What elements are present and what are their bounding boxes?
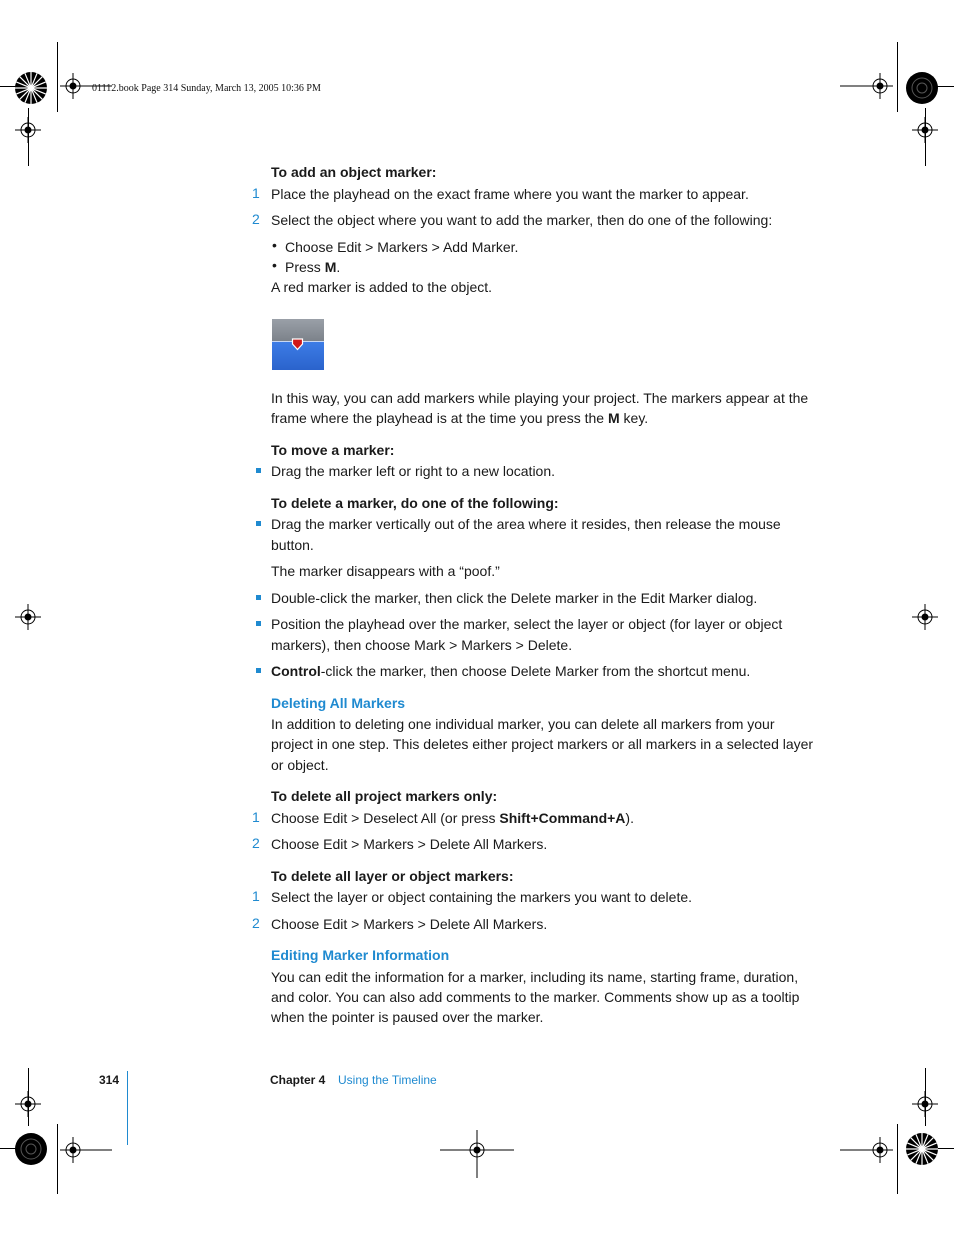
square-bullet <box>256 595 261 600</box>
step-number: 1 <box>252 185 260 201</box>
paragraph-line: In addition to deleting one individual marker, you can delete all markers from your <box>271 716 775 732</box>
list-item: Double-click the marker, then click the Delete marker in the Edit Marker dialog. <box>271 590 758 606</box>
marker-illustration <box>272 319 324 370</box>
delete-project-markers-heading: To delete all project markers only: <box>271 788 498 804</box>
list-item: button. <box>271 537 314 553</box>
bullet-text: Press M. <box>285 259 341 275</box>
red-marker-icon <box>291 338 304 351</box>
book-header: 01112.book Page 314 Sunday, March 13, 2005 10:36 PM <box>92 83 321 94</box>
add-marker-heading: To add an object marker: <box>271 164 437 180</box>
paragraph-line: or object. <box>271 757 329 773</box>
chapter-title: Using the Timeline <box>338 1073 437 1087</box>
step-number: 2 <box>252 915 260 931</box>
result-text: A red marker is added to the object. <box>271 279 493 295</box>
bullet-dot: • <box>272 257 277 273</box>
step-number: 2 <box>252 835 260 851</box>
step-text: Place the playhead on the exact frame where you want the marker to appear. <box>271 186 749 202</box>
list-item: Position the playhead over the marker, select the layer or object (for layer or object <box>271 616 783 632</box>
square-bullet <box>256 521 261 526</box>
paragraph-line: and color. You can also add comments to the marker. Comments show up as a tooltip <box>271 989 800 1005</box>
step-text: Choose Edit > Deselect All (or press Shift+Command+A). <box>271 810 634 826</box>
paragraph-line: frame where the playhead is at the time you press the M key. <box>271 410 649 426</box>
step-number: 1 <box>252 809 260 825</box>
section-title-editing: Editing Marker Information <box>271 947 450 963</box>
move-marker-heading: To move a marker: <box>271 442 395 458</box>
paragraph-line: when the pointer is paused over the marker. <box>271 1009 544 1025</box>
key-m: M <box>324 259 337 275</box>
paragraph-line: project in one step. This deletes either project markers or all markers in a selected layer <box>271 736 814 752</box>
delete-marker-heading: To delete a marker, do one of the following: <box>271 495 559 511</box>
page-number: 314 <box>99 1073 120 1087</box>
step-text: Choose Edit > Markers > Delete All Markers. <box>271 916 548 932</box>
key-control: Control <box>271 663 321 679</box>
step-text: Select the layer or object containing the markers you want to delete. <box>271 889 693 905</box>
square-bullet <box>256 621 261 626</box>
paragraph-line: You can edit the information for a marker, including its name, starting frame, duration, <box>271 969 799 985</box>
chapter-label: Chapter 4 <box>270 1073 326 1087</box>
step-text: Choose Edit > Markers > Delete All Markers. <box>271 836 548 852</box>
step-text: Select the object where you want to add the marker, then do one of the following: <box>271 212 773 228</box>
square-bullet <box>256 668 261 673</box>
note-text: The marker disappears with a “poof.” <box>271 563 500 579</box>
key-m: M <box>607 410 620 426</box>
list-item: Drag the marker left or right to a new location. <box>271 463 556 479</box>
footer-divider <box>127 1071 128 1145</box>
list-item: Drag the marker vertically out of the area where it resides, then release the mouse <box>271 516 781 532</box>
square-bullet <box>256 468 261 473</box>
key-shortcut: Shift+Command+A <box>499 810 626 826</box>
bullet-text: Choose Edit > Markers > Add Marker. <box>285 239 519 255</box>
delete-layer-markers-heading: To delete all layer or object markers: <box>271 868 514 884</box>
paragraph-line: In this way, you can add markers while playing your project. The markers appear at the <box>271 390 809 406</box>
step-number: 2 <box>252 211 260 227</box>
step-number: 1 <box>252 888 260 904</box>
list-item: markers), then choose Mark > Markers > Delete. <box>271 637 573 653</box>
section-title-deleting-all: Deleting All Markers <box>271 695 406 711</box>
bullet-dot: • <box>272 237 277 253</box>
list-item: Control-click the marker, then choose Delete Marker from the shortcut menu. <box>271 663 751 679</box>
